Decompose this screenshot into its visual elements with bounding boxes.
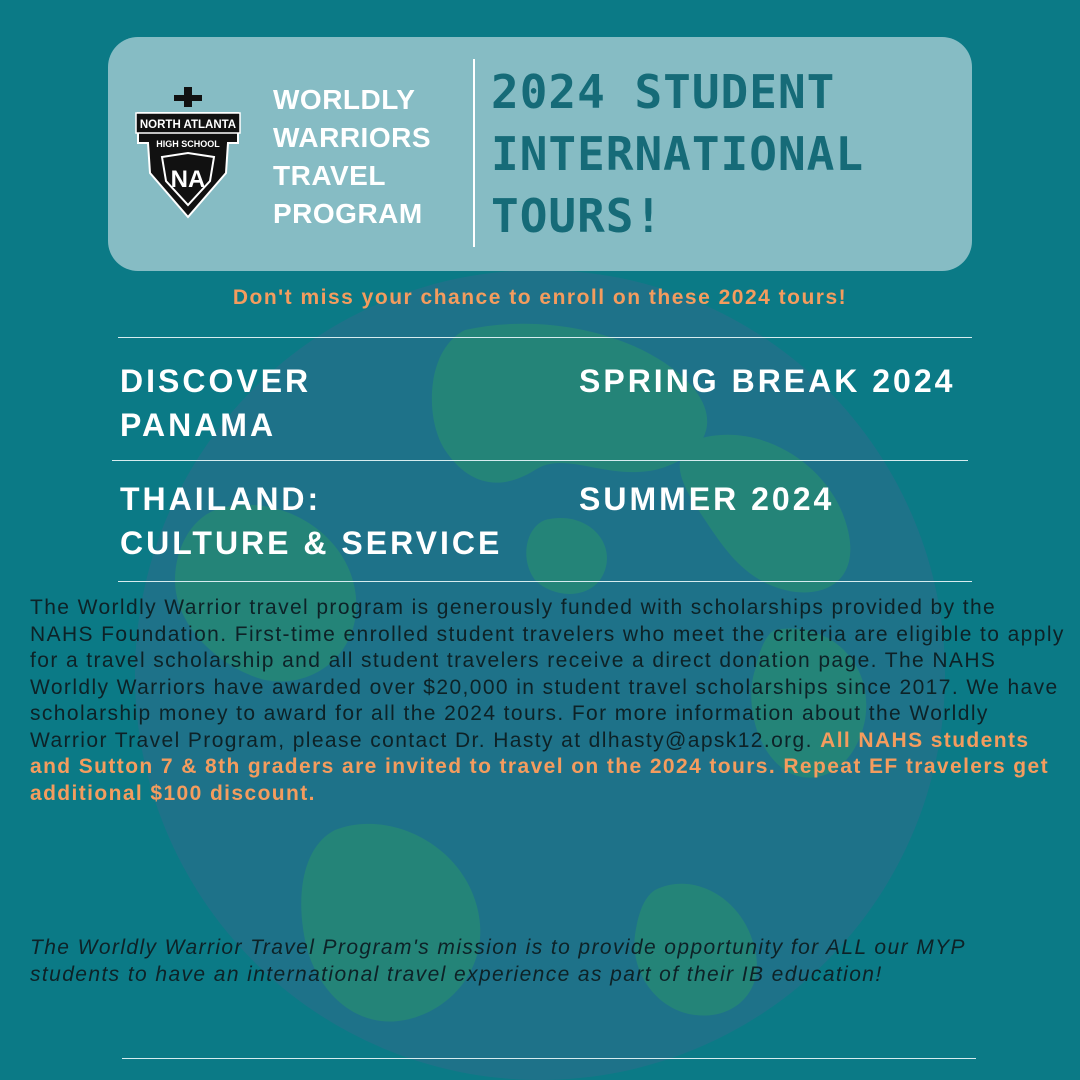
tour-name <box>120 477 502 565</box>
tour-date: SUMMER 2024 <box>579 481 835 517</box>
program-description <box>30 595 1065 807</box>
divider <box>112 460 968 461</box>
divider <box>122 1058 976 1059</box>
tour-name-line: THAILAND: <box>120 481 322 517</box>
program-title-line: PROGRAM <box>273 198 423 229</box>
divider <box>118 337 972 338</box>
program-title <box>273 81 431 233</box>
tours-title-line: TOURS! <box>491 189 664 243</box>
tour-name-line: PANAMA <box>120 407 277 443</box>
tour-date: SPRING BREAK 2024 <box>579 363 956 399</box>
description-body: The Worldly Warrior travel program is generously funded with scholarships provided by the NAHS Foundation. First-time enrolled student travelers who meet the criteria are eligible to apply for a travel scholarship and all student travelers receive a direct donation page. The NAHS Worldly Warriors have awarded over $20,000 in student travel scholarships since 2017. We have scholarship money to award for all the 2024 tours. For more information about the Worldly Warrior Travel Program, please contact Dr. Hasty at dlhasty@apsk12.org. <box>30 596 1065 752</box>
tour-name-line: CULTURE & SERVICE <box>120 525 503 561</box>
tours-title-line: INTERNATIONAL <box>491 127 865 181</box>
enroll-tagline: Don't miss your chance to enroll on these 2024 tours! <box>232 286 848 309</box>
header-banner <box>108 37 972 271</box>
logo-mark: NA <box>170 166 206 193</box>
logo-school-name: NORTH ATLANTA <box>139 119 237 131</box>
tour-name <box>120 359 311 447</box>
program-title-line: WARRIORS <box>273 122 431 153</box>
header-divider <box>473 59 475 247</box>
program-title-line: TRAVEL <box>273 160 386 191</box>
tours-title <box>491 61 864 247</box>
tour-name-line: DISCOVER <box>120 363 312 399</box>
logo-school-type: HIGH SCHOOL <box>156 139 220 149</box>
program-title-line: WORLDLY <box>273 84 416 115</box>
description-highlight: All NAHS students and Sutton 7 & 8th graders are invited to travel on the 2024 tours. Repeat EF travelers get additional $100 discount. <box>30 728 1049 805</box>
north-atlanta-shield-logo <box>128 85 248 225</box>
mission-statement: The Worldly Warrior Travel Program's mission is to provide opportunity for ALL our MYP students to have an international travel experience as part of their IB education! <box>30 936 966 986</box>
divider <box>118 581 972 582</box>
tours-title-line: 2024 STUDENT <box>491 65 836 119</box>
